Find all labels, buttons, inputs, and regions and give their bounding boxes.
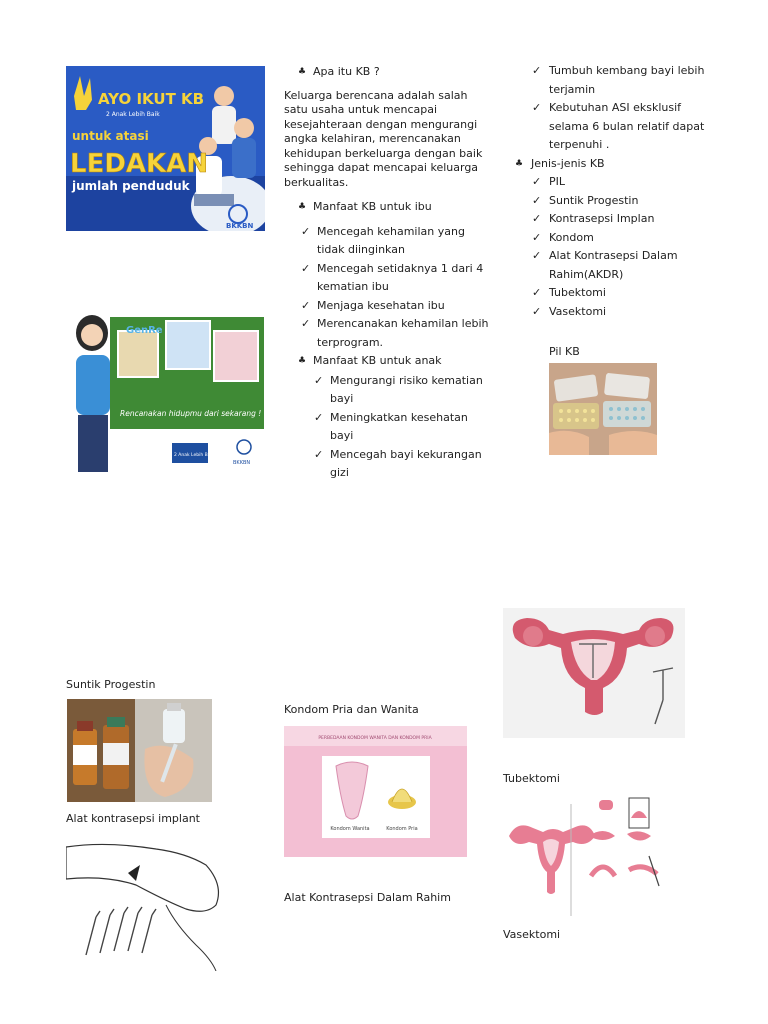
check-icon: ✓: [301, 224, 311, 238]
list-item-text: Mengurangi risiko kematian: [330, 373, 483, 387]
check-icon: ✓: [314, 373, 324, 387]
check-icon: ✓: [532, 286, 542, 299]
list-item: [532, 303, 732, 322]
list-item-text: Menjaga kesehatan ibu: [317, 298, 445, 312]
list-item-text: gizi: [330, 466, 349, 479]
list-item-text: terpenuhi .: [549, 138, 610, 151]
list-item: [532, 247, 732, 284]
list-item-text: Kebutuhan ASI eksklusif: [549, 101, 682, 114]
jenis-kb-list: [532, 173, 732, 321]
column-2: [284, 63, 494, 483]
list-item-text: Mencegah bayi kekurangan: [330, 447, 482, 461]
poster-headline: AYO IKUT KB: [98, 90, 205, 108]
vasektomi-caption: Vasektomi: [503, 928, 561, 941]
check-icon: ✓: [532, 193, 542, 207]
list-item-text: Rahim(AKDR): [549, 267, 624, 281]
check-icon: ✓: [532, 64, 542, 77]
list-item: [532, 210, 732, 229]
list-item-text: Merencanakan kehamilan lebih: [317, 317, 489, 330]
club-bullet-icon: ♣: [298, 202, 307, 212]
list-item-text: bayi: [330, 429, 354, 442]
list-item-text: Tubektomi: [549, 286, 606, 299]
list-item: [301, 223, 494, 260]
implant-caption: Alat kontrasepsi implant: [66, 812, 200, 825]
genre-tagline: Rencanakan hidupmu dari sekarang !: [120, 409, 262, 418]
list-item-text: Tumbuh kembang bayi lebih: [549, 64, 705, 77]
genre-poster-image: [68, 311, 264, 472]
list-item: [532, 229, 732, 248]
implant-image: [66, 835, 224, 971]
list-item: [301, 260, 494, 297]
pil-kb-caption: Pil KB: [549, 345, 580, 358]
list-item: [532, 192, 732, 211]
list-item-text: Meningkatkan kesehatan: [330, 410, 468, 424]
list-item: [532, 62, 732, 99]
list-item-text: Alat Kontrasepsi Dalam: [549, 249, 678, 262]
genre-logo: BKKBN: [233, 460, 251, 466]
list-item: [301, 315, 494, 352]
kondom-pria-label: Kondom Pria: [386, 826, 418, 832]
check-icon: ✓: [532, 304, 542, 318]
check-icon: ✓: [532, 212, 542, 225]
section-apa-itu-kb: [284, 63, 494, 82]
ibu-benefit-list: [284, 223, 494, 353]
club-bullet-icon: ♣: [515, 158, 524, 169]
genre-badge: 2 Anak Lebih Baik: [174, 453, 215, 458]
kondom-wanita-label: Kondom Wanita: [330, 826, 370, 832]
check-icon: ✓: [532, 249, 542, 262]
section-title: Apa itu KB ?: [313, 65, 380, 78]
akdr-uterus-image: [503, 608, 685, 738]
list-item: [314, 409, 494, 446]
kb-poster-image: [66, 66, 265, 231]
list-item-text: Kondom: [549, 230, 594, 244]
check-icon: ✓: [314, 410, 324, 424]
list-item: [532, 99, 732, 155]
section-title: Manfaat KB untuk anak: [313, 354, 442, 367]
list-item: [532, 284, 732, 303]
list-item-text: Suntik Progestin: [549, 193, 639, 207]
column-3: [515, 62, 732, 321]
anak-benefit-list-cont: [532, 62, 732, 155]
poster-line-untuk: untuk atasi: [72, 129, 149, 143]
section-title: Jenis-jenis KB: [531, 156, 605, 170]
list-item-text: PIL: [549, 175, 566, 188]
poster-subline: 2 Anak Lebih Baik: [106, 111, 160, 118]
section-jenis-kb: [515, 155, 732, 174]
list-item-text: Mencegah kehamilan yang: [317, 224, 465, 238]
poster-logo: BKKBN: [226, 222, 254, 230]
list-item-text: Mencegah setidaknya 1 dari 4: [317, 261, 484, 275]
check-icon: ✓: [301, 317, 311, 330]
club-bullet-icon: ♣: [298, 67, 307, 77]
tubektomi-image: [503, 796, 669, 917]
list-item-text: kematian ibu: [317, 280, 389, 293]
list-item-text: terprogram.: [317, 335, 384, 349]
list-item-text: Vasektomi: [549, 304, 607, 318]
kondom-slide-title: PERBEDAAN KONDOM WANITA DAN KONDOM PRIA: [318, 736, 432, 741]
genre-brand: GenRe: [126, 325, 163, 336]
suntik-caption: Suntik Progestin: [66, 678, 156, 691]
club-bullet-icon: ♣: [298, 356, 307, 366]
section-manfaat-ibu: [284, 198, 494, 217]
list-item-text: tidak diinginkan: [317, 243, 405, 256]
list-item-text: bayi: [330, 392, 354, 405]
kondom-caption: Kondom Pria dan Wanita: [284, 703, 419, 716]
list-item: [301, 297, 494, 316]
section-title: Manfaat KB untuk ibu: [313, 200, 432, 213]
kondom-image: [284, 726, 467, 857]
akdr-caption: Alat Kontrasepsi Dalam Rahim: [284, 891, 451, 904]
list-item-text: Kontrasepsi Implan: [549, 212, 655, 225]
check-icon: ✓: [532, 101, 542, 114]
list-item-text: selama 6 bulan relatif dapat: [549, 119, 705, 133]
pil-kb-image: [549, 363, 657, 455]
check-icon: ✓: [301, 261, 311, 275]
check-icon: ✓: [301, 298, 311, 312]
list-item-text: terjamin: [549, 82, 596, 96]
section-manfaat-anak: [284, 352, 494, 371]
poster-line-ledakan: LEDAKAN: [70, 149, 209, 179]
check-icon: ✓: [314, 447, 324, 461]
anak-benefit-list: [284, 372, 494, 483]
poster-line-jumlah: jumlah penduduk: [72, 179, 190, 193]
check-icon: ✓: [532, 230, 542, 244]
check-icon: ✓: [532, 175, 542, 188]
kb-definition-paragraph: Keluarga berencana adalah salah satu usaha untuk mencapai kesejahteraan dengan mengurangi angka kelahiran, merencanakan kehidupan berkeluarga dengan baik sehingga dapat mencapai keluarga berkualitas.: [284, 88, 483, 189]
suntik-progestin-image: [67, 699, 212, 802]
list-item: [314, 446, 494, 483]
list-item: [532, 173, 732, 192]
tubektomi-caption: Tubektomi: [503, 772, 560, 785]
list-item: [314, 372, 494, 409]
